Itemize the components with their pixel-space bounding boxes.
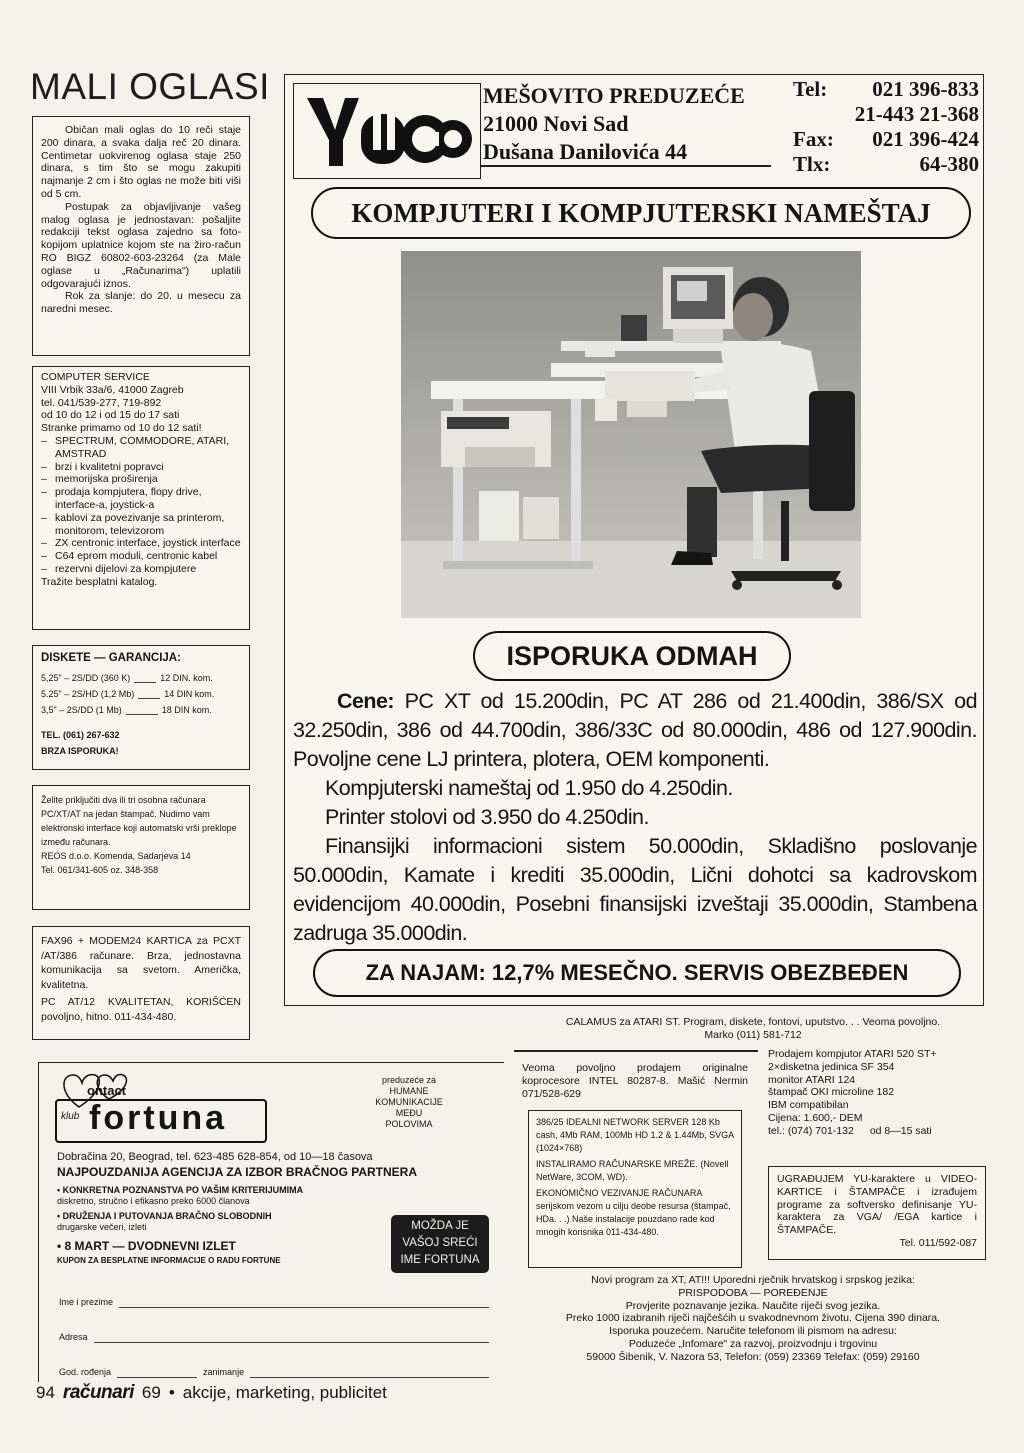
contact-block <box>793 77 979 177</box>
company-description <box>339 1075 479 1130</box>
tagline: NAJPOUZDANIJA AGENCIJA ZA IZBOR BRAČNOG PARTNERA <box>57 1164 418 1179</box>
yuco-ad <box>284 74 984 1006</box>
benefit-detail: diskretno, stručno i efikasno preko 6000 članova <box>57 1195 250 1206</box>
price-label: 5,25" – 2S/DD (360 K) <box>41 673 131 683</box>
divider <box>126 705 158 715</box>
ad-line: Provjerite poznavanje jezika. Naučite riječi svog jezika. <box>625 1299 881 1312</box>
telex-number: 64-380 <box>919 152 979 176</box>
ad-line: COMPUTER SERVICE <box>41 371 150 383</box>
network-ad <box>528 1110 742 1268</box>
computer-service-ad <box>32 366 250 630</box>
price-label: 3,5" – 2S/DD (1 Mb) <box>41 705 122 715</box>
ad-footer: Tražite besplatni katalog. <box>41 575 158 588</box>
coupon-title: KUPON ZA BESPLATNE INFORMACIJE O RADU FORTUNE <box>57 1255 281 1265</box>
list-item: – C64 eprom moduli, centronic kabel <box>41 550 241 563</box>
fax-modem-ad <box>32 926 250 1040</box>
ad-line: VIII Vrbik 33a/6, 41000 Zagreb <box>41 383 184 396</box>
logo-text-fortuna: fortuna <box>89 1099 228 1137</box>
field-label: Ime i prezime <box>59 1297 114 1307</box>
dictionary-ad <box>508 1274 998 1364</box>
ad-line: tel. 041/539-277, 719-892 <box>41 396 162 409</box>
ad-text: INSTALIRAMO RAČUNARSKE MREŽE. (Novell NetWare, 3COM, WD). <box>536 1159 729 1182</box>
stamp-line: MOŽDA JE <box>411 1220 469 1232</box>
fax-number: 021 396-424 <box>872 127 979 151</box>
logo-text-klub: klub <box>61 1111 80 1122</box>
tel-number: 21-443 21-368 <box>854 102 979 126</box>
hours: od 8—15 sati <box>869 1124 932 1137</box>
fortuna-ad <box>38 1062 504 1382</box>
phone-number: tel.: (074) 701-132 <box>768 1124 854 1137</box>
product-photo <box>401 251 861 618</box>
description-line: HUMANE <box>389 1086 429 1096</box>
stamp <box>391 1215 489 1273</box>
ad-text: FAX96 + MODEM24 KARTICA za PCXT /AT/386 računare. Brza, jednostavna komunikacija sa svetom. Američka, kvalitetna. <box>41 935 241 991</box>
ad-line: štampač OKI microline 182 <box>768 1086 895 1099</box>
service-list <box>41 435 241 576</box>
ad-text: UGRAĐUJEM YU-karaktere u VIDEO-KARTICE i ŠTAMPAČE i izrađujem programe za softversko definisanje YU-karaktera za VGA/ /EGA kartice i ŠTAMPAČE. <box>777 1173 977 1237</box>
form-row <box>59 1332 489 1343</box>
ad-text: PC AT/12 KVALITETAN, KORIŠĆEN povoljno, hitno. 011-434-480. <box>41 996 241 1023</box>
phone-number: TEL. (061) 267-632 <box>41 730 120 740</box>
yu-characters-ad <box>768 1166 986 1260</box>
ad-text: EKONOMIČNO VEZIVANJE RAČUNARA serijskom vezom u cilju deobe resursa (štampač, HDa. . .) Naše instalacije pouzdano rade kod mnogih korisnika 011-434-480. <box>536 1188 731 1237</box>
description-line: KOMUNIKACIJE <box>375 1097 443 1107</box>
ad-line: Poduzeće „Infomare" za razvoj, proizvodnju i trgovinu <box>628 1337 878 1350</box>
ad-line: Stranke primamo od 10 do 12 sati! <box>41 422 202 435</box>
stamp-line: IME FORTUNA <box>400 1254 480 1266</box>
ad-note: BRZA ISPORUKA! <box>41 746 119 756</box>
price-row <box>41 705 241 716</box>
logo-box <box>293 83 481 179</box>
divider <box>134 673 156 683</box>
company-street: Dušana Danilovića 44 <box>483 139 688 164</box>
field-label: zanimanje <box>203 1367 245 1377</box>
magazine-name: računari <box>62 1382 134 1403</box>
price-row <box>41 689 241 700</box>
list-item: – SPECTRUM, COMMODORE, ATARI, AMSTRAD <box>41 435 241 461</box>
rent-banner: ZA NAJAM: 12,7% MESEČNO. SERVIS OBEZBEĐEN <box>313 949 961 997</box>
price-label: Cene: <box>337 689 394 713</box>
intel-ad: Veoma povoljno prodajem originalne koprocesore INTEL 80287-8. Mašić Nermin 071/528-629 <box>522 1062 748 1100</box>
ad-line: PRISPODOBA — POREĐENJE <box>678 1286 828 1299</box>
description-line: MEĐU <box>395 1108 423 1118</box>
page-number: 94 <box>36 1383 55 1402</box>
birth-year-field[interactable] <box>117 1368 197 1378</box>
calamus-ad <box>508 1016 998 1042</box>
price-list <box>293 687 977 948</box>
ad-text: CALAMUS za ATARI ST. Program, diskete, fontovi, uputstvo. . . Veoma povoljno. <box>565 1016 941 1028</box>
delivery-banner: ISPORUKA ODMAH <box>473 631 791 681</box>
phone-number: Tel. 011/592-087 <box>899 1236 977 1249</box>
description-line: POLOVIMA <box>385 1119 433 1129</box>
form-row <box>59 1367 489 1378</box>
fortuna-logo <box>51 1069 269 1149</box>
fax-label: Fax: <box>793 127 834 151</box>
diskete-ad <box>32 645 250 770</box>
ad-line: Prodajem kompjutor ATARI 520 ST+ <box>768 1048 937 1060</box>
price-paragraph <box>293 687 977 774</box>
benefit-text: 8 MART — DVODNEVNI IZLET <box>64 1238 236 1253</box>
list-item: – rezervni dijelovi za kompjutere <box>41 563 241 576</box>
intro-paragraph: Običan mali oglas do 10 reči staje 200 dinara, a svaka dalja reč 20 dinara. Centimetar uokvirenog oglasa staje 250 dinara, s tim što se mogu zakupiti najmanje 2 cm i što oglas ne može biti viši od 5 cm. <box>41 124 241 200</box>
printer-switch-ad <box>32 785 250 910</box>
coupon-form <box>59 1297 489 1378</box>
price-label: 5.25" – 2S/HD (1,2 Mb) <box>41 689 135 699</box>
bullet: • <box>168 1383 175 1402</box>
ad-text: Želite priključiti dva ili tri osobna računara PC/XT/AT na jedan štampač. Nudimo vam elektronski interface koji automatski vrši preklope između računara. <box>41 795 237 847</box>
benefit-title: • DRUŽENJA I PUTOVANJA BRAČNO SLOBODNIH <box>57 1210 272 1221</box>
occupation-field[interactable] <box>250 1368 489 1378</box>
ad-line: Novi program za XT, AT!!! Uporedni rječnik hrvatskog i srpskog jezika: <box>591 1274 915 1286</box>
logo-text-contact: ontact <box>87 1083 126 1098</box>
ad-line: Preko 1000 izabranih riječi najčešćih u svakodnevnom životu. Cijena 390 dinara. <box>565 1312 941 1325</box>
price-paragraph: Printer stolovi od 3.950 do 4.250din. <box>325 805 649 829</box>
phone-number: Tel. 061/341-605 oz. 348-358 <box>41 865 159 875</box>
ad-line: IBM compatibilan <box>768 1099 849 1112</box>
company-name: REOS d.o.o. Komenda, Sadarjeva 14 <box>41 851 191 861</box>
price-paragraph: Finansijki informacioni sistem 50.000din, Skladišno poslovanje 50.000din, Kamate i krediti 35.000din, Lični dohotci sa kadrovskom evidencijom 40.000din, Posebni finansijski izveštaji 35.000din, Stambena zadruga 35.000din. <box>293 834 977 945</box>
address: Dobračina 20, Beograd, tel. 623-485 628-854, od 10—18 časova <box>57 1151 373 1163</box>
price-value: 18 DIN kom. <box>161 705 212 715</box>
field-label: Adresa <box>59 1332 88 1342</box>
price-paragraph: Kompjuterski nameštaj od 1.950 do 4.250din. <box>325 776 733 800</box>
ad-text: Marko (011) 581-712 <box>704 1028 802 1041</box>
issue-number: 69 <box>141 1383 161 1402</box>
name-field[interactable] <box>119 1298 489 1308</box>
ad-text: 386/25 IDEALNI NETWORK SERVER 128 Kb cash, 4Mb RAM, 100Mb HD 1.2 & 1.44Mb, SVGA (1024×768) <box>536 1117 734 1153</box>
divider <box>514 1050 758 1052</box>
contact-row <box>768 1125 998 1138</box>
company-city: 21000 Novi Sad <box>483 111 629 136</box>
divider <box>138 689 160 699</box>
ad-line: Cijena: 1.600,- DEM <box>768 1111 863 1124</box>
ad-line: od 10 do 12 i od 15 do 17 sati <box>41 409 180 422</box>
price-value: 14 DIN kom. <box>164 689 215 699</box>
intro-paragraph: Postupak za objavljivanje vašeg malog oglasa je jednostavan: pošaljite redakciji tekst oglasa zajedno sa foto-kopijom uplatnice kojom ste na žiro-račun RO BIGZ 60802-603-23264 (za Male oglase u „Računarima") uplatili odgovarajući iznos. <box>41 200 241 290</box>
list-item: – prodaja kompjutera, flopy drive, interface-a, joystick-a <box>41 486 241 512</box>
list-item: – brzi i kvalitetni popravci <box>41 461 241 474</box>
page-footer <box>36 1382 387 1404</box>
field-label: God. rođenja <box>59 1367 112 1377</box>
benefit-text: KONKRETNA POZNANSTVA PO VAŠIM KRITERIJUMIMA <box>62 1184 304 1195</box>
section-name: akcije, marketing, publicitet <box>182 1383 387 1402</box>
stamp-line: VAŠOJ SREĆI <box>402 1237 478 1249</box>
benefit-detail: drugarske večeri, izleti <box>57 1221 147 1232</box>
page-title: MALI OGLASI <box>30 66 270 107</box>
atari-520-ad <box>768 1048 998 1138</box>
benefit-title: • KONKRETNA POZNANSTVA PO VAŠIM KRITERIJUMIMA <box>57 1184 304 1195</box>
header-divider <box>481 165 771 167</box>
ad-line: monitor ATARI 124 <box>768 1073 856 1086</box>
intro-paragraph: Rok za slanje: do 20. u mesecu za naredni mesec. <box>41 290 241 316</box>
benefit-text: DRUŽENJA I PUTOVANJA BRAČNO SLOBODNIH <box>62 1210 272 1221</box>
ad-line: 2×disketna jedinica SF 354 <box>768 1060 895 1073</box>
description-line: preduzeće za <box>381 1075 437 1085</box>
list-item: – memorijska proširenja <box>41 473 241 486</box>
tel-label: Tel: <box>793 77 828 101</box>
price-text: PC XT od 15.200din, PC AT 286 od 21.400din, 386/SX od 32.250din, 386 od 44.700din, 386/33C od 80.000din, 486 od 127.900din. Povoljne cene LJ printera, plotera, OEM komponenti. <box>293 689 977 771</box>
form-row <box>59 1297 489 1308</box>
ad-line: Isporuka pouzećem. Naručite telefonom ili pismom na adresu: <box>609 1325 897 1338</box>
benefit-title: • 8 MART — DVODNEVNI IZLET <box>57 1238 236 1253</box>
computer-desk-illustration <box>401 251 861 618</box>
ad-title: DISKETE — GARANCIJA: <box>41 652 181 664</box>
company-type: MEŠOVITO PREDUZEĆE <box>483 83 745 108</box>
product-banner: KOMPJUTERI I KOMPJUTERSKI NAMEŠTAJ <box>311 187 971 239</box>
list-item: – kablovi za povezivanje sa printerom, monitorom, televizorom <box>41 512 241 538</box>
ad-line: 59000 Šibenik, V. Nazora 53, Telefon: (059) 23369 Telefax: (059) 29160 <box>586 1350 920 1363</box>
intro-box <box>32 116 250 356</box>
yuco-logo <box>301 92 473 170</box>
telex-label: Tlx: <box>793 152 831 176</box>
price-value: 12 DIN. kom. <box>160 673 213 683</box>
price-row <box>41 673 241 684</box>
list-item: – ZX centronic interface, joystick interface <box>41 537 241 550</box>
tel-number: 021 396-833 <box>872 77 979 101</box>
address-field[interactable] <box>94 1333 489 1343</box>
